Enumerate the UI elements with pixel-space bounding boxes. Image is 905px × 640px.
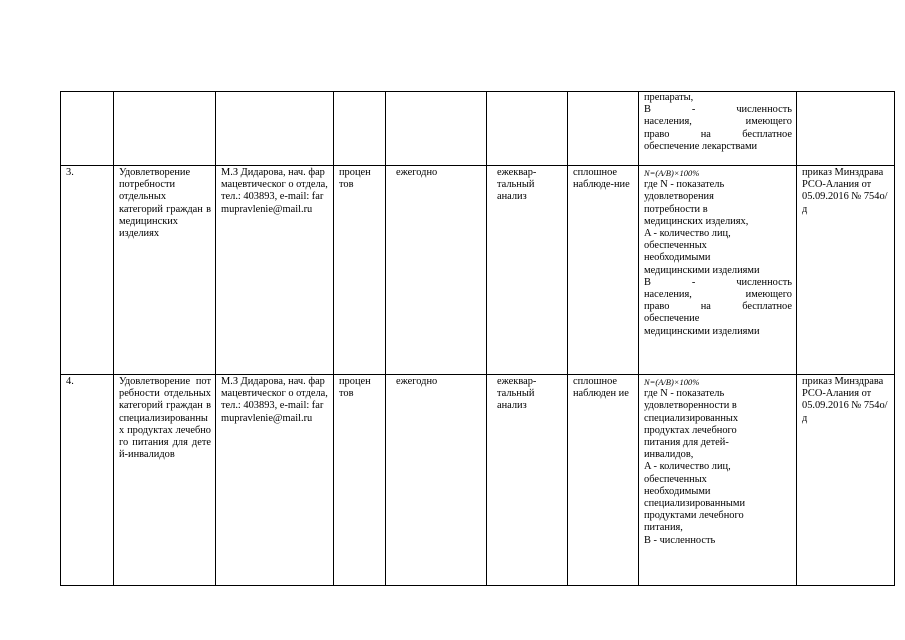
table-row-continuation [61, 92, 895, 166]
method-line: удовлетворения [644, 191, 714, 203]
method-line: B - численность [644, 534, 716, 546]
method-line: специализированными [644, 498, 746, 510]
cell-empty [487, 92, 568, 166]
method-line: обеспеченных [644, 473, 707, 485]
cell-indicator [114, 375, 216, 586]
cell-empty [61, 92, 114, 166]
method-line: населения, имеющего [644, 116, 792, 128]
method-line: обеспечение лекарствами [644, 140, 758, 152]
method-line: B - численность [644, 104, 792, 116]
cell-calculation-method [639, 375, 797, 586]
cell-responsible [216, 375, 334, 586]
method-line: где N - показатель [644, 179, 725, 191]
table-row [61, 166, 895, 375]
method-line: инвалидов, [644, 449, 694, 461]
cell-unit: процен тов [334, 166, 386, 375]
method-line: потребности в [644, 203, 708, 215]
cell-source: приказ Минздрава РСО-Алания от 05.09.2016 № 754о/д [797, 166, 895, 375]
cell-analysis: ежеквар-тальный анализ [487, 166, 568, 375]
cell-period: ежегодно [386, 375, 487, 586]
cell-indicator [114, 166, 216, 375]
cell-responsible [216, 166, 334, 375]
method-line: необходимыми [644, 485, 711, 497]
method-line: продуктах лечебного [644, 424, 737, 436]
method-line: удовлетворенности в [644, 400, 737, 412]
cell-empty [568, 92, 639, 166]
method-line: право на бесплатное [644, 301, 792, 313]
method-line: обеспечение [644, 313, 700, 325]
cell-unit: процен тов [334, 375, 386, 586]
cell-empty [114, 92, 216, 166]
method-line: специализированных [644, 412, 739, 424]
method-line: питания для детей- [644, 437, 729, 449]
cell-observation: сплошное наблюде-ние [568, 166, 639, 375]
cell-empty [386, 92, 487, 166]
cell-observation: сплошное наблюден ие [568, 375, 639, 586]
method-line: необходимыми [644, 252, 711, 264]
formula: N=(A/B)×100% [644, 168, 700, 178]
method-line: медицинскими изделиями [644, 325, 760, 337]
method-line: питания, [644, 522, 683, 534]
responsible-text: М.З Дидарова, нач. фармацевтическог о отдела, тел.: 403893, e-mail: farmupravlenie@mail.ru [221, 376, 328, 424]
cell-empty [334, 92, 386, 166]
table-row [61, 375, 895, 586]
method-line: продуктами лечебного [644, 510, 744, 522]
formula: N=(A/B)×100% [644, 377, 700, 387]
indicator-text: Удовлетворение потребности отдельных категорий граждан в медицинских изделиях [119, 167, 211, 240]
cell-calculation-method [639, 92, 797, 166]
method-line: медицинских изделиях, [644, 215, 749, 227]
method-line: B - численность [644, 276, 792, 288]
indicator-text: Удовлетворение потребности отдельных категорий граждан в специализированных продуктах лечебного питания для детей-инвалидов [119, 376, 211, 461]
cell-period: ежегодно [386, 166, 487, 375]
responsible-text: М.З Дидарова, нач. фармацевтическог о отдела, тел.: 403893, e-mail: farmupravlenie@mail.ru [221, 167, 328, 215]
method-line: обеспеченных [644, 240, 707, 252]
method-line: препараты, [644, 92, 694, 103]
method-line: медицинскими изделиями [644, 264, 760, 276]
method-line: A - количество лиц, [644, 228, 731, 240]
method-line: A - количество лиц, [644, 461, 731, 473]
cell-number: 3. [61, 166, 114, 375]
method-line: населения, имеющего [644, 289, 792, 301]
cell-calculation-method [639, 166, 797, 375]
indicator-table [60, 91, 895, 586]
method-line: где N - показатель [644, 388, 725, 400]
cell-empty [216, 92, 334, 166]
cell-empty [797, 92, 895, 166]
cell-number: 4. [61, 375, 114, 586]
cell-analysis: ежеквар-тальный анализ [487, 375, 568, 586]
method-line: право на бесплатное [644, 128, 792, 140]
cell-source: приказ Минздрава РСО-Алания от 05.09.2016 № 754о/д [797, 375, 895, 586]
